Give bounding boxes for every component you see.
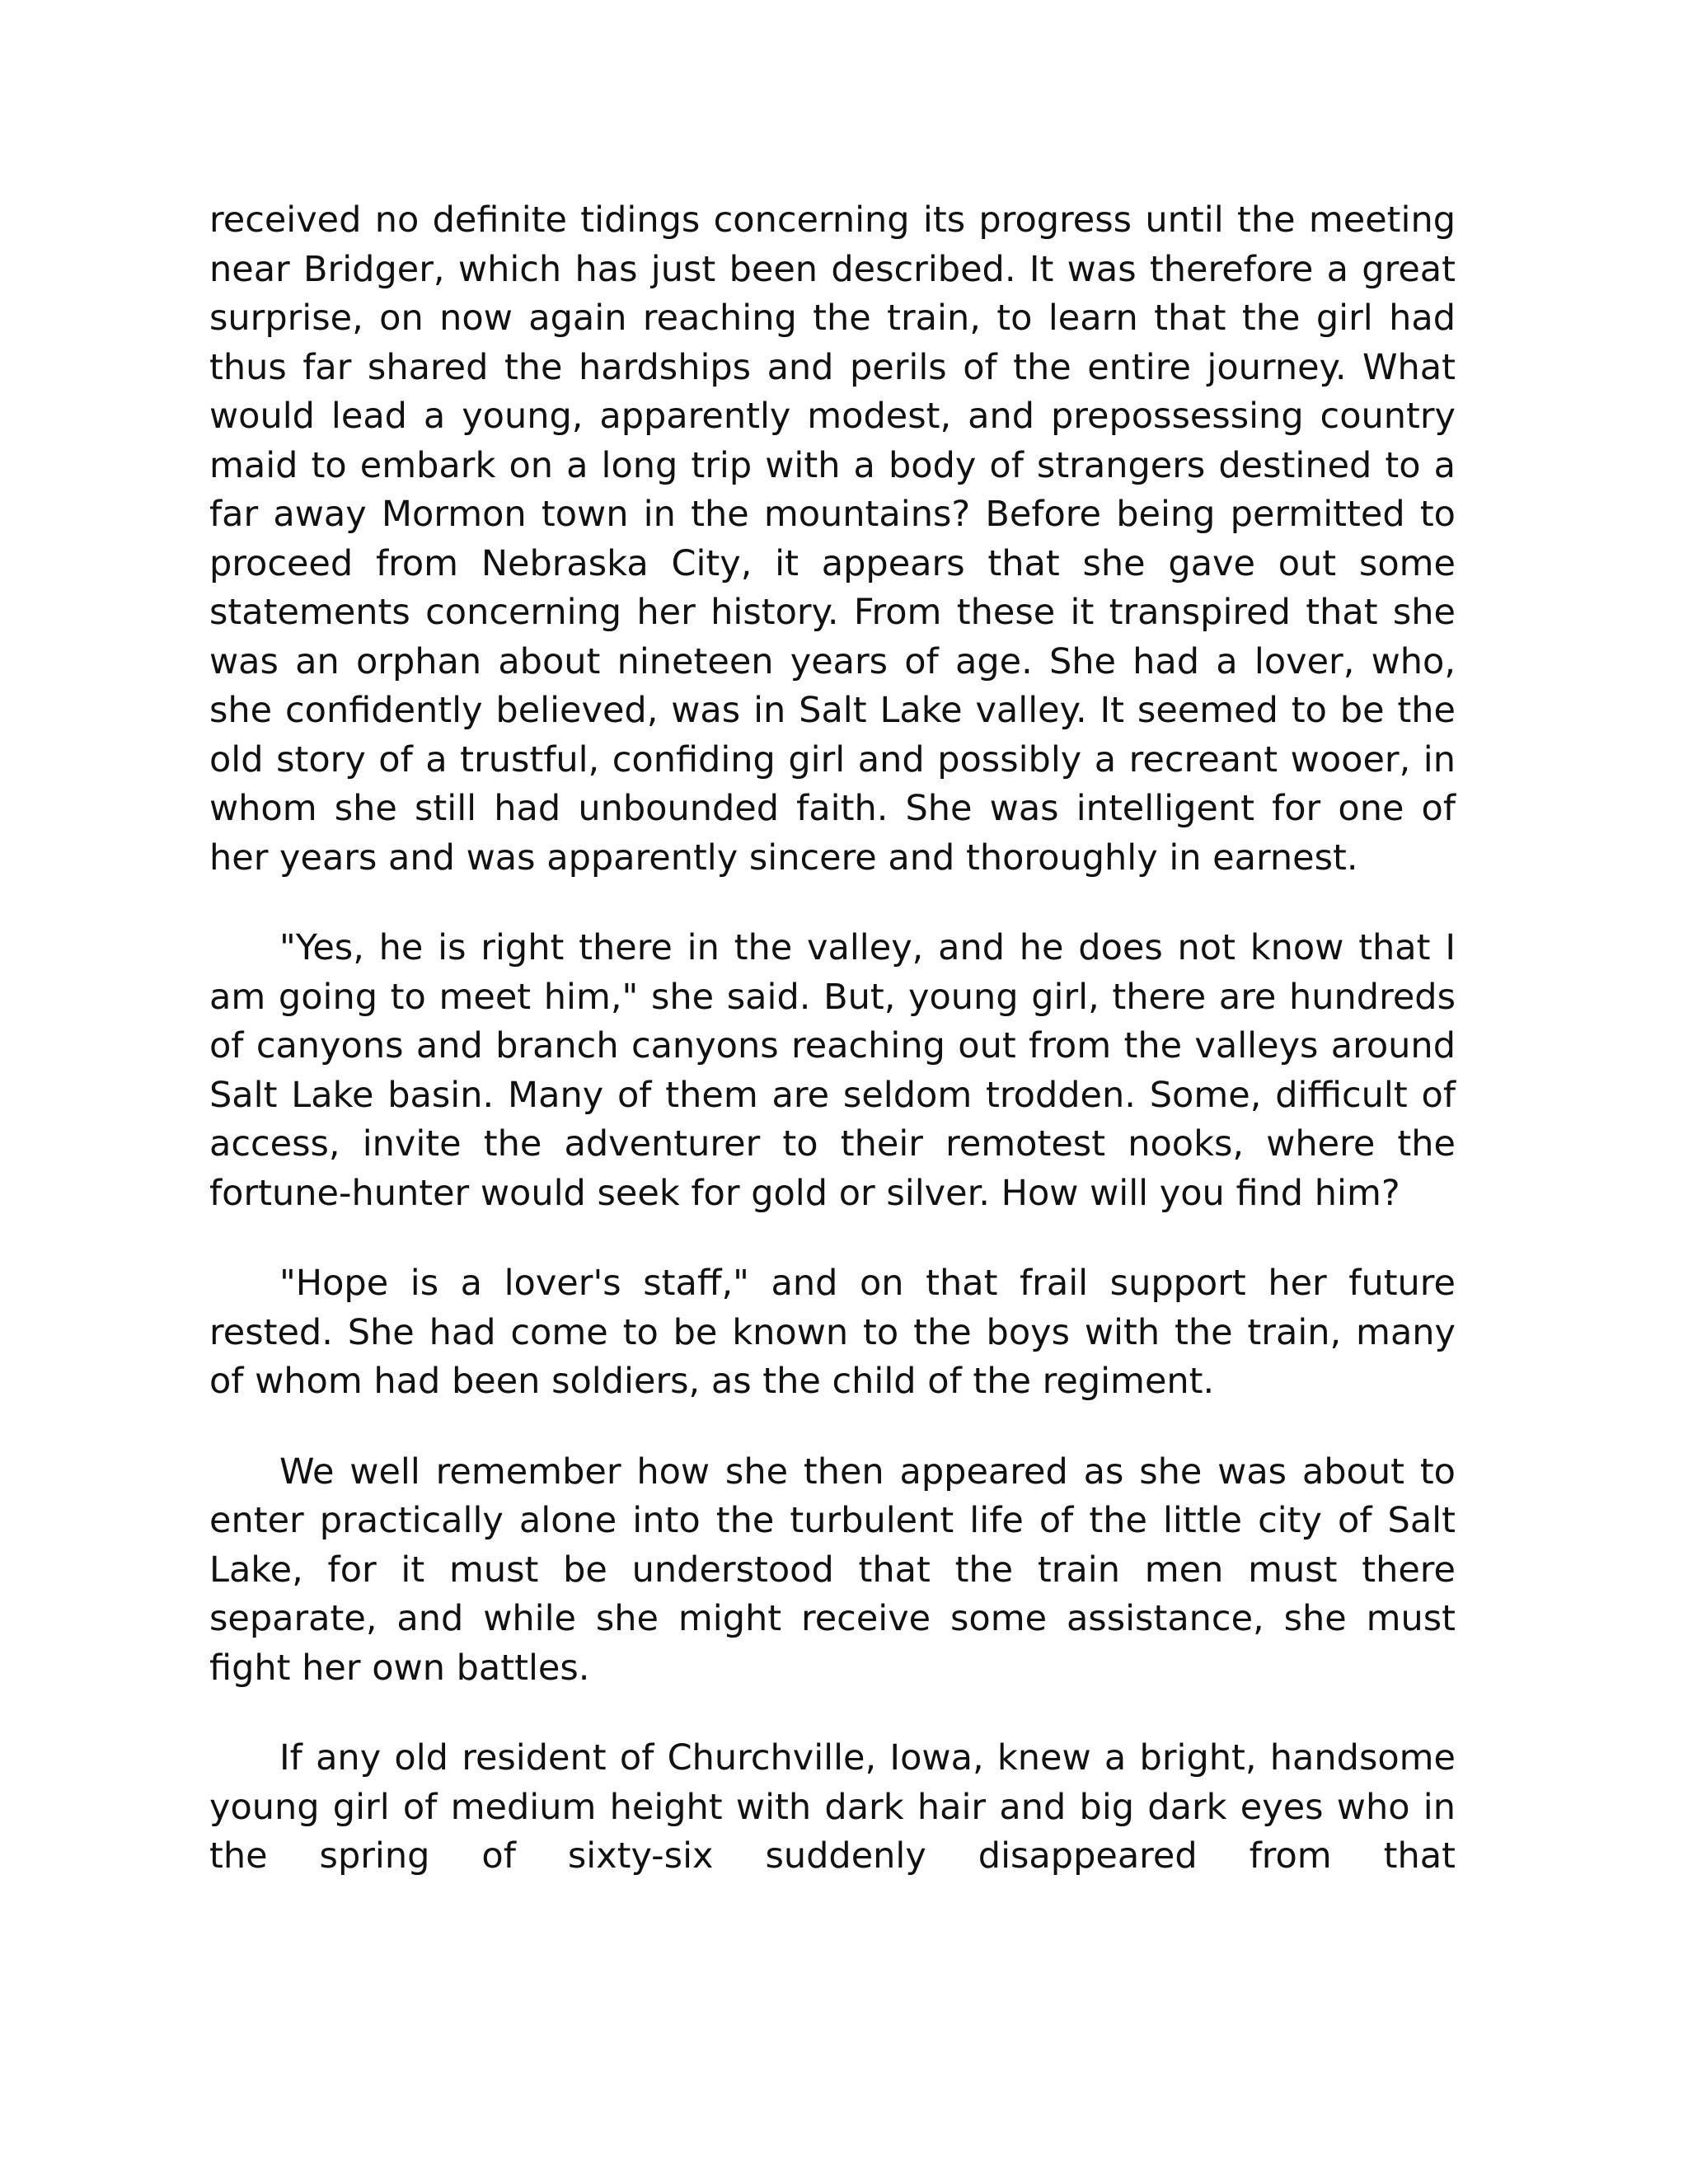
paragraph-3: "Hope is a lover's staff," and on that frail support her future rested. She had come to be known to the boys with the train, many of whom had been soldiers, as the child of the regiment. [209, 1263, 1456, 1402]
paragraph-5: If any old resident of Churchville, Iowa, knew a bright, handsome young girl of medium height with dark hair and big dark eyes who in the spring of sixty-six suddenly disappeared from that [209, 1737, 1456, 1877]
document-page [209, 196, 1456, 1882]
paragraph-1: received no definite tidings concerning its progress until the meeting near Bridger, which has just been described. It was therefore a great surprise, on now again reaching the train, to learn that the girl had thus far shared the hardships and perils of the entire journey. What would lead a young, apparently modest, and prepossessing country maid to embark on a long trip with a body of strangers destined to a far away Mormon town in the mountains? Before being permitted to proceed from Nebraska City, it appears that she gave out some statements concerning her history. From these it transpired that she was an orphan about nineteen years of age. She had a lover, who, she confidently believed, was in Salt Lake valley. It seemed to be the old story of a trustful, confiding girl and possibly a recreant wooer, in whom she still had unbounded faith. She was intelligent for one of her years and was apparently sincere and thoroughly in earnest. [209, 199, 1456, 879]
paragraph-4: We well remember how she then appeared as she was about to enter practically alone into the turbulent life of the little city of Salt Lake, for it must be understood that the train men must there separate, and while she might receive some assistance, she must fight her own battles. [209, 1451, 1456, 1689]
paragraph-2: "Yes, he is right there in the valley, and he does not know that I am going to meet him," she said. But, young girl, there are hundreds of canyons and branch canyons reaching out from the valleys around Salt Lake basin. Many of them are seldom trodden. Some, difficult of access, invite the adventurer to their remotest nooks, where the fortune-hunter would seek for gold or silver. How will you find him? [209, 927, 1456, 1214]
